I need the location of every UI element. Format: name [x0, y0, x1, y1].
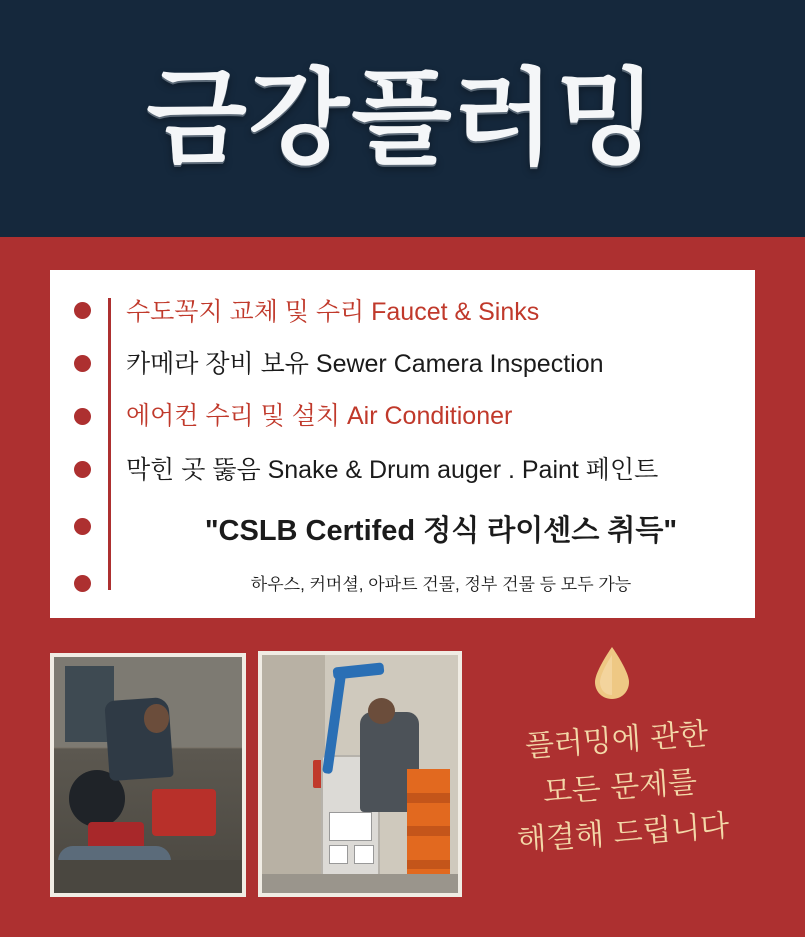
photo-plumber-with-drum-machine — [50, 653, 246, 897]
photo-2-ladder-step — [407, 860, 450, 870]
photo-2-technician-head — [368, 698, 395, 724]
services-card — [50, 270, 755, 618]
water-droplet-icon — [591, 645, 633, 701]
photo-technician-servicing-water-heater — [258, 651, 462, 897]
bullet-dot — [74, 575, 91, 592]
bullet-column — [50, 270, 110, 618]
bullet-dot — [74, 355, 91, 372]
photo-1-red-machine — [152, 789, 216, 836]
service-item-air-conditioner: 에어컨 수리 및 설치 Air Conditioner — [126, 402, 513, 430]
services-subnote: 하우스, 커머셜, 아파트 건물, 정부 건물 등 모두 가능 — [250, 575, 632, 594]
photo-2-heater-label-small-left — [329, 845, 349, 864]
bullet-dot — [74, 302, 91, 319]
bullet-dot — [74, 408, 91, 425]
photo-2-heater-label — [329, 812, 372, 841]
cslb-certification-text: "CSLB Certifed 정식 라이센스 취득" — [204, 515, 678, 547]
tagline-script — [465, 708, 774, 868]
photo-2-floor — [262, 874, 458, 893]
services-list — [126, 270, 755, 618]
tagline-line-2: 모든 문제를 — [541, 764, 699, 810]
photo-1-ground — [54, 860, 242, 893]
header-banner — [0, 0, 805, 237]
photo-2-ladder-step — [407, 793, 450, 803]
photo-1-worker-head — [144, 704, 168, 732]
tagline-line-1: 플러밍에 관한 — [523, 716, 710, 765]
photo-2-ladder-step — [407, 826, 450, 836]
brand-title: 금강플러밍 — [146, 60, 659, 177]
bullet-dot — [74, 461, 91, 478]
tagline-line-3: 해결해 드립니다 — [516, 808, 731, 859]
photo-2-heater-label-small-right — [354, 845, 374, 864]
service-item-snake-drum-paint: 막힌 곳 뚫음 Snake & Drum auger . Paint 페인트 — [126, 456, 659, 484]
bullet-dot — [74, 518, 91, 535]
service-item-faucet-sinks: 수도꼭지 교체 및 수리 Faucet & Sinks — [126, 298, 540, 326]
service-item-sewer-camera: 카메라 장비 보유 Sewer Camera Inspection — [126, 350, 604, 378]
vertical-divider — [108, 298, 111, 590]
